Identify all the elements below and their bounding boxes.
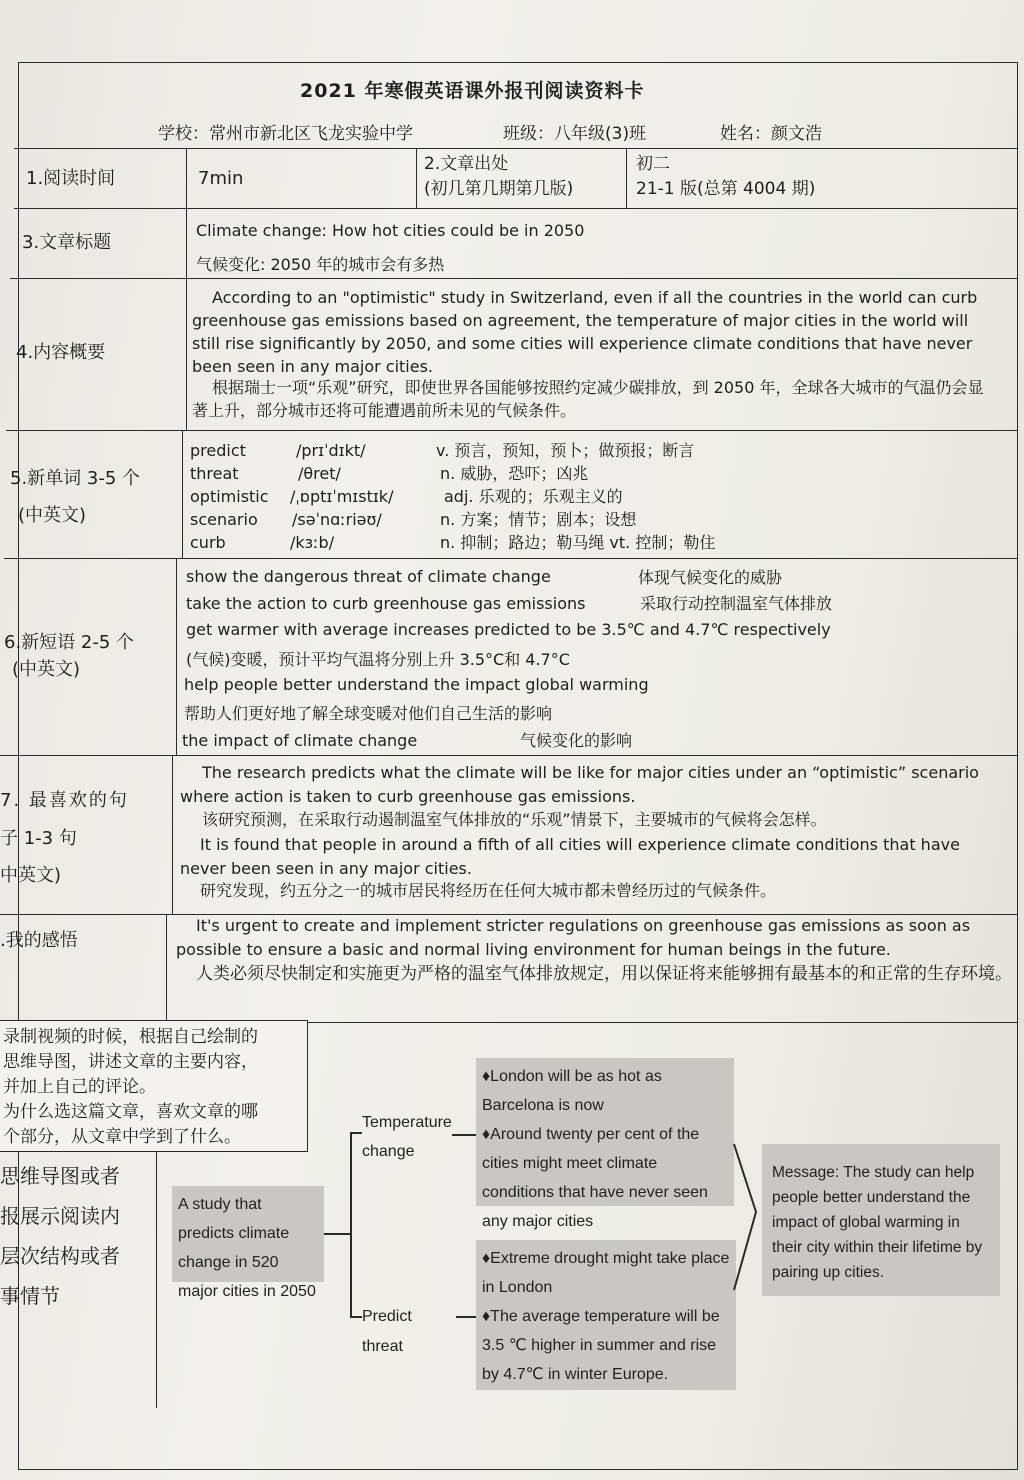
instruction-line: 个部分，从文章中学到了什么。 <box>3 1127 241 1147</box>
reading-time-label: 1.阅读时间 <box>26 168 116 189</box>
reflection-zh: 人类必须尽快制定和实施更为严格的温室气体排放规定，用以保证将来能够拥有最基本的和正常的生存环境。 <box>196 964 1012 984</box>
summary-label: 4.内容概要 <box>16 342 106 363</box>
instruction-line: 思维导图，讲述文章的主要内容， <box>3 1052 258 1072</box>
sentence-en: The research predicts what the climate will be like for major cities under an “optimistic” scenario where action is taken to curb greenhouse gas emissions. <box>180 763 979 806</box>
summary-zh: 根据瑞士一项“乐观”研究，即使世界各国能够按照约定减少碳排放，到 2050 年，全球各大城市的气温仍会显著上升，部分城市还将可能遭遇前所未见的气候条件。 <box>192 378 984 420</box>
reading-time-value: 7min <box>198 168 244 189</box>
phrase-en: show the dangerous threat of climate change <box>186 567 551 586</box>
word-phonetic: /θret/ <box>298 464 341 483</box>
new-words-sub-label: (中英文) <box>18 505 87 526</box>
phrase-zh: 帮助人们更好地了解全球变暖对他们自己生活的影响 <box>184 704 553 723</box>
word-meaning: n. 抑制；路边；勒马绳 vt. 控制；勒住 <box>440 533 716 552</box>
word-meaning: adj. 乐观的；乐观主义的 <box>444 487 623 506</box>
word-meaning: v. 预言，预知，预卜；做预报；断言 <box>436 441 695 460</box>
instruction-line: 为什么选这篇文章，喜欢文章的哪 <box>3 1102 258 1122</box>
reflection-label: .我的感悟 <box>0 930 78 951</box>
column-divider <box>626 148 627 208</box>
phrase-en: the impact of climate change <box>182 731 418 750</box>
divider <box>4 558 1018 559</box>
favorite-sentences-sub-label: 中英文) <box>0 865 62 886</box>
phrase-en: help people better understand the impact global warming <box>184 675 649 694</box>
sentence-zh: 该研究预测，在采取行动遏制温室气体排放的“乐观”情景下，主要城市的气候将会怎样。 <box>202 810 827 829</box>
mindmap-label-line: 思维导图或者 <box>0 1164 120 1188</box>
mindmap-branch-temperature: Temperature change <box>362 1114 452 1160</box>
word-phonetic: /səˈnɑːriəʊ/ <box>292 510 382 529</box>
connector <box>456 1316 476 1318</box>
word-phonetic: /prɪˈdɪkt/ <box>296 441 366 460</box>
connector <box>452 1134 476 1136</box>
mindmap-label-line: 层次结构或者 <box>0 1244 120 1268</box>
mindmap-bracket <box>732 1140 766 1340</box>
mindmap-branch-threat: Predict threat <box>362 1308 412 1355</box>
instruction-line: 录制视频的时候，根据自己绘制的 <box>3 1027 258 1047</box>
article-title-en: Climate change: How hot cities could be in 2050 <box>196 221 585 240</box>
mindmap-leaf-temperature: ♦London will be as hot as Barcelona is now ♦Around twenty per cent of the cities might meet climate conditions that have never seen any major cities <box>476 1058 734 1206</box>
new-phrases-sub-label: (中英文) <box>12 659 81 680</box>
divider <box>14 208 1018 209</box>
word-meaning: n. 威胁，恐吓；凶兆 <box>440 464 589 483</box>
mindmap-label <box>0 1156 120 1316</box>
mindmap-root: A study that predicts climate change in 520 major cities in 2050 <box>172 1186 324 1282</box>
favorite-sentences-sub-label: 子 1-3 句 <box>0 828 77 849</box>
phrase-zh: (气候)变暖，预计平均气温将分别上升 3.5°C和 4.7°C <box>186 650 570 669</box>
source-value-1: 初二 <box>636 154 670 174</box>
video-instructions-box <box>0 1020 308 1152</box>
word: predict <box>190 441 246 460</box>
divider <box>0 755 1018 756</box>
summary-en: According to an "optimistic" study in Switzerland, even if all the countries in the world can curb greenhouse gas emissions based on agreement, the temperature of major cities in the world will still rise significantly by 2050, and some cities will experience climate conditions that have never been seen in any major cities. <box>192 288 978 376</box>
sentence-zh: 研究发现，约五分之一的城市居民将经历在任何大城市都未曾经历过的气候条件。 <box>200 881 777 900</box>
source-value-2: 21-1 版(总第 4004 期) <box>636 179 816 199</box>
new-phrases-label: 6.新短语 2-5 个 <box>4 632 135 653</box>
connector <box>324 1233 350 1235</box>
source-label-2: (初几第几期第几版) <box>424 179 574 199</box>
word: curb <box>190 533 226 552</box>
column-divider <box>416 148 417 208</box>
phrase-zh: 体现气候变化的威胁 <box>638 568 783 587</box>
phrase-zh: 气候变化的影响 <box>520 731 633 750</box>
article-title-label: 3.文章标题 <box>22 232 112 253</box>
phrase-zh: 采取行动控制温室气体排放 <box>640 594 833 613</box>
divider <box>10 278 1018 279</box>
class-label: 班级：八年级(3)班 <box>503 124 647 144</box>
phrase-en: take the action to curb greenhouse gas emissions <box>186 594 586 613</box>
column-divider <box>182 430 183 558</box>
word: scenario <box>190 510 258 529</box>
source-label-1: 2.文章出处 <box>424 154 509 174</box>
favorite-sentences-label: 7. 最喜欢的句 <box>0 790 129 811</box>
mindmap-leaf-threat: ♦Extreme drought might take place in London ♦The average temperature will be 3.5 ℃ higher in summer and rise by 4.7℃ in winter Europe. <box>476 1240 736 1390</box>
school-label: 学校：常州市新北区飞龙实验中学 <box>158 124 413 144</box>
word: threat <box>190 464 239 483</box>
article-title-zh: 气候变化: 2050 年的城市会有多热 <box>196 255 445 274</box>
column-divider <box>176 558 177 755</box>
worksheet-title: 2021 年寒假英语课外报刊阅读资料卡 <box>300 80 645 102</box>
reflection-en: It's urgent to create and implement stricter regulations on greenhouse gas emissions as soon as possible to ensure a basic and normal living environment for human beings in the future. <box>176 916 971 959</box>
column-divider <box>186 148 187 430</box>
column-divider <box>166 914 167 1022</box>
instruction-line: 并加上自己的评论。 <box>3 1077 156 1097</box>
word-phonetic: /kɜːb/ <box>290 533 335 552</box>
name-label: 姓名：颜文浩 <box>720 124 822 144</box>
word: optimistic <box>190 487 269 506</box>
word-meaning: n. 方案；情节；剧本；设想 <box>440 510 637 529</box>
divider <box>6 430 1018 431</box>
mindmap-label-line: 事情节 <box>0 1284 60 1308</box>
word-phonetic: /ˌɒptɪˈmɪstɪk/ <box>290 487 394 506</box>
sentence-en: It is found that people in around a fifth of all cities will experience climate conditions that have never been seen in any major cities. <box>180 835 960 878</box>
mindmap-label-line: 报展示阅读内 <box>0 1204 120 1228</box>
new-words-label: 5.新单词 3-5 个 <box>10 468 141 489</box>
column-divider <box>172 755 173 914</box>
column-divider <box>156 1150 157 1408</box>
phrase-en: get warmer with average increases predicted to be 3.5℃ and 4.7℃ respectively <box>186 620 831 639</box>
divider <box>14 148 1018 149</box>
mindmap-message: Message: The study can help people better understand the impact of global warming in their city within their lifetime by pairing up cities. <box>762 1144 1000 1296</box>
connector <box>350 1132 352 1317</box>
